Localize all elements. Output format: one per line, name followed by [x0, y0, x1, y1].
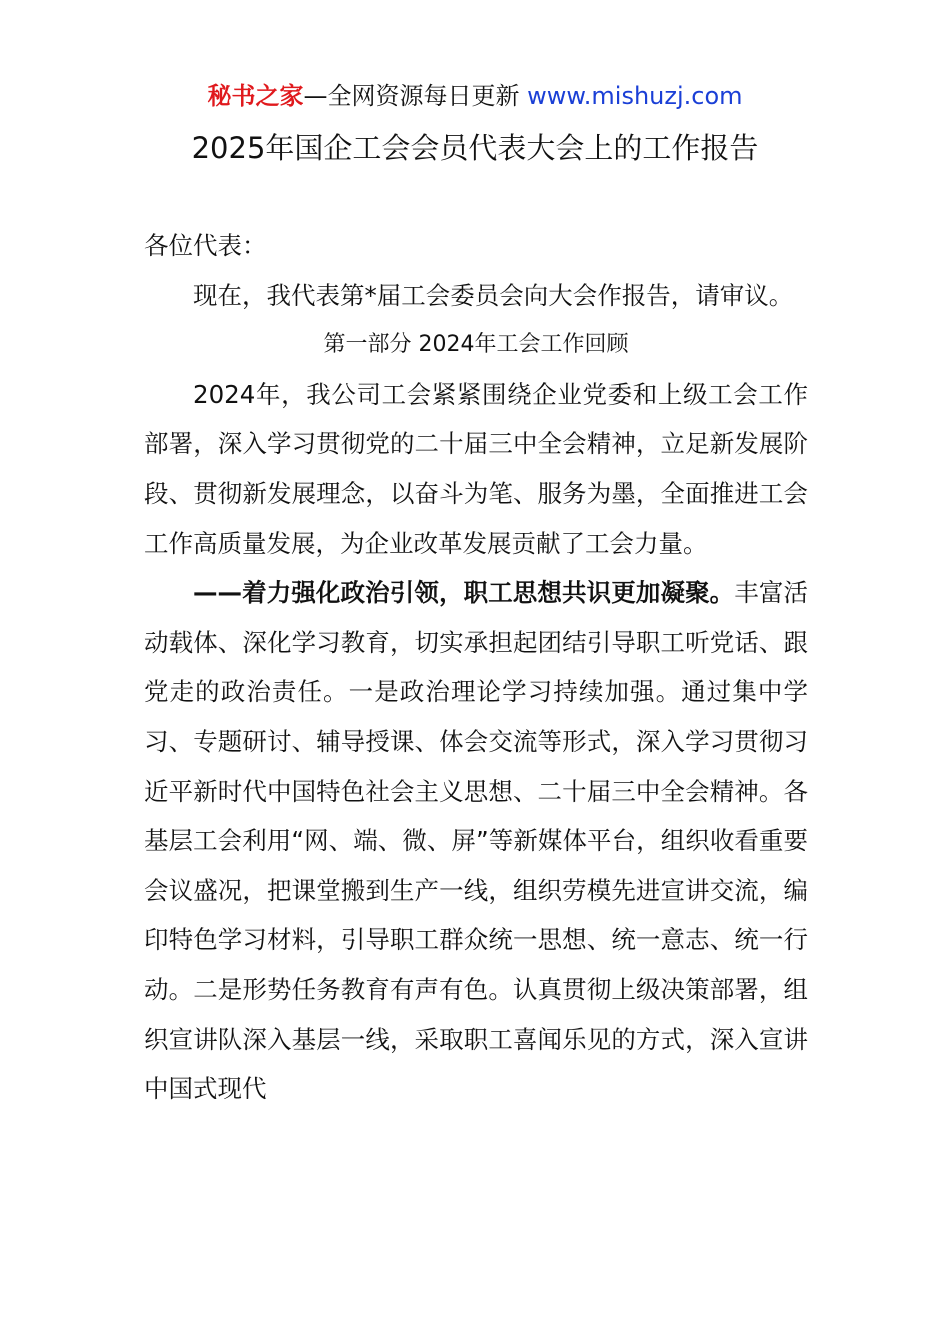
brand-name: 秘书之家: [207, 82, 304, 110]
document-body: [144, 221, 808, 1114]
paragraph-2-lead: ——着力强化政治引领，职工思想共识更加凝聚。: [193, 578, 735, 608]
paragraph-2-body: 丰富活动载体、深化学习教育，切实承担起团结引导职工听党话、跟党走的政治责任。一是政治理论学习持续加强。通过集中学习、专题研讨、辅导授课、体会交流等形式，深入学习贯彻习近平新时代中国特色社会主义思想、二十届三中全会精神。各基层工会利用“网、端、微、屏”等新媒体平台，组织收看重要会议盛况，把课堂搬到生产一线，组织劳模先进宣讲交流，编印特色学习材料，引导职工群众统一思想、统一意志、统一行动。二是形势任务教育有声有色。认真贯彻上级决策部署，组织宣讲队深入基层一线，采取职工喜闻乐见的方式，深入宣讲中国式现代: [144, 578, 808, 1104]
salutation: 各位代表：: [144, 231, 267, 260]
document-title: 2025年国企工会会员代表大会上的工作报告: [191, 131, 759, 165]
intro-paragraph: 现在，我代表第*届工会委员会向大会作报告，请审议。: [193, 280, 794, 310]
site-url-link[interactable]: www.mishuzj.com: [527, 82, 743, 110]
site-header: [0, 78, 950, 114]
paragraph-1: 2024年，我公司工会紧紧围绕企业党委和上级工会工作部署，深入学习贯彻党的二十届三中全会精神，立足新发展阶段、贯彻新发展理念，以奋斗为笔、服务为墨，全面推进工会工作高质量发展，为企业改革发展贡献了工会力量。: [144, 379, 808, 558]
paragraph-2: [144, 568, 808, 1114]
header-tagline: —全网资源每日更新: [303, 82, 528, 110]
section-heading: 第一部分 2024年工会工作回顾: [323, 332, 629, 358]
